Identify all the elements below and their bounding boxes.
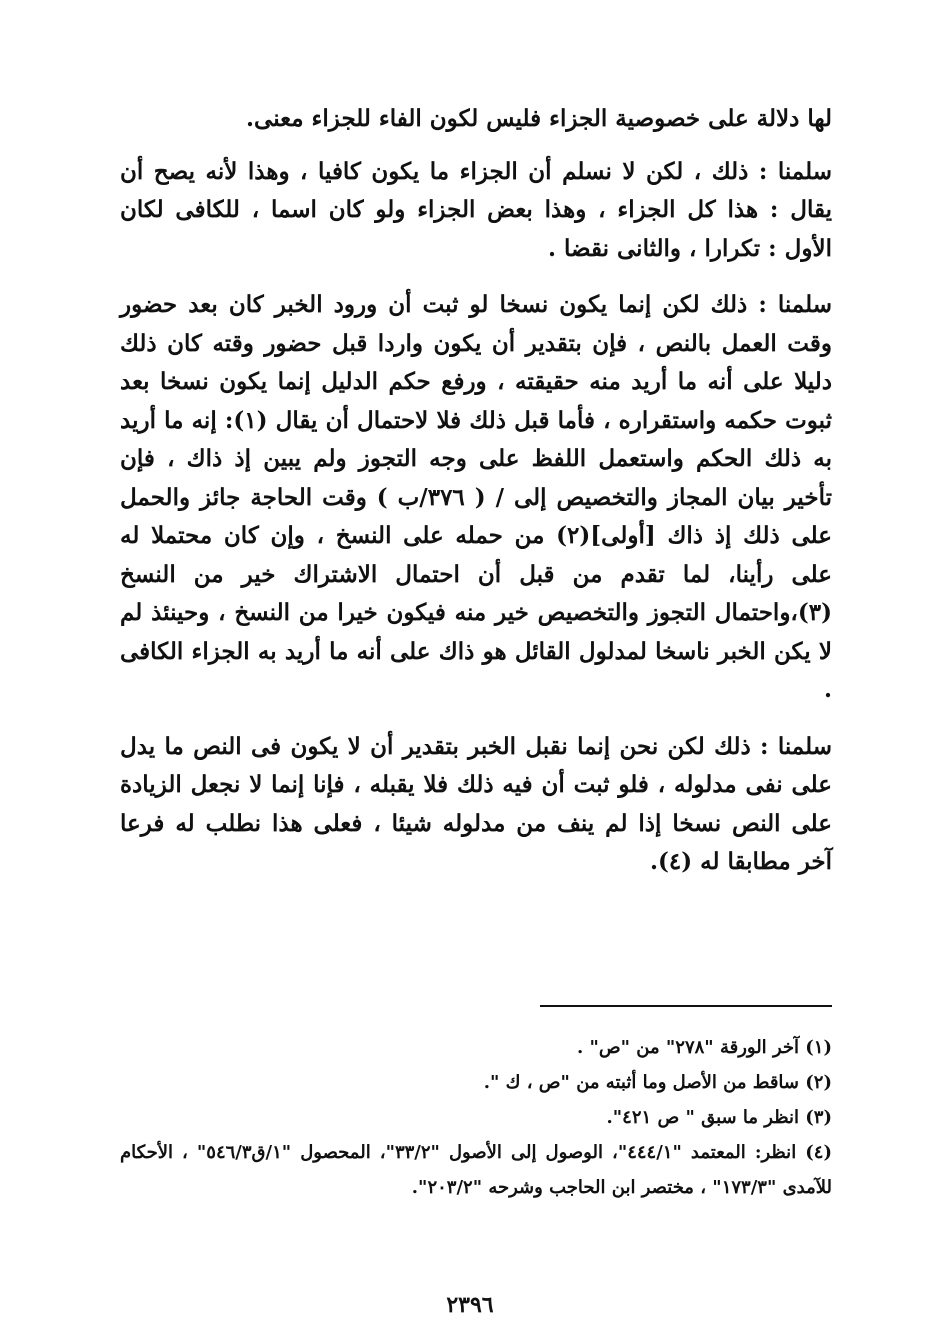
footnote: (٢) ساقط من الأصل وما أثبته من "ص ، ك ". xyxy=(483,1072,832,1093)
footnote-divider xyxy=(540,1005,832,1007)
footnotes xyxy=(120,1030,832,1205)
paragraph-lead: سلمنا : xyxy=(758,291,832,318)
main-text xyxy=(120,100,832,900)
paragraph-lead: سلمنا : xyxy=(760,732,832,760)
paragraph-text: لها دلالة على خصوصية الجزاء فليس لكون الفاء للجزاء معنى. xyxy=(246,105,832,132)
paragraph xyxy=(120,153,832,269)
paragraph-text: ذلك لكن نحن إنما نقبل الخبر بتقدير أن لا يكون فى النص ما يدل على نفى مدلوله ، فلو ثبت أن فيه ذلك فلا يقبله ، فإنا إنما لا نجعل الزيادة على النص نسخا إذا لم ينف من مدلوله شيئا ، فعلى هذا نطلب له فرعا آخر مطابقا له (٤). xyxy=(120,732,832,875)
paragraph-text: ذلك ، لكن لا نسلم أن الجزاء ما يكون كافيا ، وهذا لأنه يصح أن يقال : هذا كل الجزاء ، وهذا بعض الجزاء ولو كان اسما ، للكافى لكان الأول : تكرارا ، والثانى نقضا . xyxy=(120,157,832,262)
footnote: (١) آخر الورقة "٢٧٨" من "ص" . xyxy=(576,1037,832,1058)
paragraph-text: ذلك لكن إنما يكون نسخا لو ثبت أن ورود الخبر كان بعد حضور وقت العمل بالنص ، فإن بتقدير أن يكون واردا قبل حضور وقته كان ذلك دليلا على أنه ما أريد منه حقيقته ، ورفع حكم الدليل إنما يكون نسخا بعد ثبوت حكمه واستقراره ، فأما قبل ذلك فلا لاحتمال أن يقال (١): إنه ما أريد به ذلك الحكم واستعمل اللفظ على وجه التجوز ولم يبين إذ ذاك ، فإن تأخير بيان المجاز والتخصيص إلى / ( ٣٧٦/ب ) وقت الحاجة جائز والحمل على ذلك إذ ذاك [أولى](٢) من حمله على النسخ ، وإن كان محتملا له على رأينا، لما تقدم من قبل أن احتمال الاشتراك خير من النسخ (٣)،واحتمال التجوز والتخصيص خير منه فيكون خيرا من النسخ ، وحينئذ لم لا يكن الخبر ناسخا لمدلول القائل هو ذاك على أنه ما أريد به الجزاء الكافى . xyxy=(120,291,833,703)
paragraph xyxy=(120,286,832,710)
paragraph xyxy=(120,728,832,882)
page-number: ٢٣٩٦ xyxy=(446,1292,494,1318)
footnote: (٤) انظر: المعتمد "٤٤٤/١"، الوصول إلى الأصول "٣٣/٢"، المحصول "١/ق٥٤٦/٣" ، الأحكام للآمدى "١٧٣/٣" ، مختصر ابن الحاجب وشرحه "٢٠٣/٢". xyxy=(120,1142,832,1198)
footnote: (٣) انظر ما سبق " ص ٤٢١". xyxy=(606,1107,832,1128)
paragraph-lead: سلمنا : xyxy=(758,157,832,185)
paragraph xyxy=(120,100,832,139)
